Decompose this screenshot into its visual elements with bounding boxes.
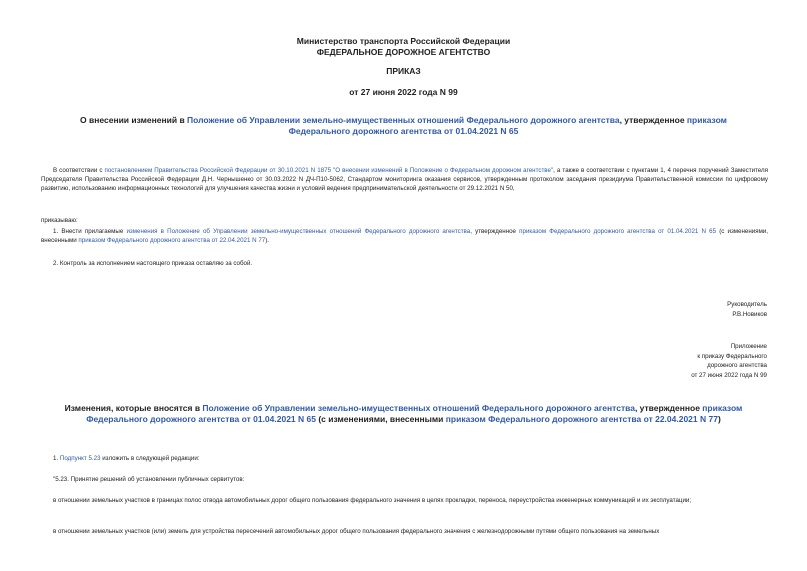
document-title (60, 115, 747, 137)
order-item-1 (41, 227, 768, 245)
item1-text: 1. Внести прилагаемые (53, 228, 127, 235)
changes-title-text-3: (с изменениями, внесенными (315, 414, 446, 424)
item1-link-changes[interactable]: изменения в Положение об Управлении земельно-имущественных отношений Федерального дорожного агентства (126, 228, 471, 235)
document-date: от 27 июня 2022 года N 99 (349, 87, 458, 97)
changes-title-text-4: ) (717, 414, 721, 424)
preamble (41, 166, 768, 193)
appendix-line-4: от 27 июня 2022 года N 99 (691, 371, 767, 379)
item1-text-2: , утвержденное (470, 228, 520, 235)
agency-name: ФЕДЕРАЛЬНОЕ ДОРОЖНОЕ АГЕНТСТВО (316, 47, 491, 57)
document-type: ПРИКАЗ (386, 66, 421, 76)
order-item-2: 2. Контроль за исполнением настоящего приказа оставляю за собой. (53, 260, 253, 267)
ministry-name: Министерство транспорта Российской Федерации (296, 36, 511, 46)
signature-name: Р.В.Новиков (732, 310, 767, 318)
appendix-line-1: Приложение (730, 343, 767, 350)
item1-text-3: (с изменениями, внесенными (41, 228, 768, 244)
appendix-block (691, 342, 767, 380)
item1-link-order-65[interactable]: приказом Федерального дорожного агентства от 01.04.2021 N 65 (519, 228, 717, 235)
changes-title-link-regulation[interactable]: Положение об Управлении земельно-имущественных отношений Федерального дорожного агентства (202, 403, 635, 413)
document-header (0, 36, 807, 58)
preamble-text: В соответствии с (53, 167, 105, 174)
preamble-text-2: , а также в соответствии с пунктами 1, 4 перечня поручений Заместителя Председателя Правительства Российской Федерации Д.Н. Чернышенко от 30.03.2022 N ДЧ-П10-5062, Стандартом мониторинга оказания сервисов, утвержденным протоколом заседания президиума Правительственной комиссии по цифровому развитию, использованию информационных технологий для улучшения качества жизни и условий ведения предпринимательской деятельности от 29.12.2021 N 50, (41, 167, 769, 192)
changes-title-link-order-65[interactable]: приказом Федерального дорожного агентства от 01.04.2021 N 65 (86, 403, 743, 424)
change-item-1 (53, 454, 200, 463)
item1-text-4: ). (265, 237, 269, 244)
signature-role: Руководитель (727, 301, 767, 308)
changes-title-text-2: , утвержденное (634, 403, 703, 413)
signature-block (727, 300, 767, 319)
change1-link-subpoint[interactable]: Подпункт 5.23 (59, 455, 101, 462)
change1-text-2: изложить в следующей редакции: (100, 455, 200, 462)
item1-link-order-77[interactable]: приказом Федерального дорожного агентства от 22.04.2021 N 77 (78, 237, 266, 244)
changes-title-text: Изменения, которые вносятся в (64, 403, 203, 413)
title-link-regulation[interactable]: Положение об Управлении земельно-имущественных отношений Федерального дорожного агентства (187, 115, 620, 125)
subpoint-523: "5.23. Принятие решений об установлении публичных сервитутов: (53, 476, 245, 483)
title-link-order[interactable]: приказом Федерального дорожного агентства от 01.04.2021 N 65 (288, 115, 727, 136)
title-text-2: , утвержденное (619, 115, 687, 125)
preamble-link-decree[interactable]: постановлением Правительства Российской Федерации от 30.10.2021 N 1875 "О внесении изменений в Положение о Федеральном дорожном агентстве" (104, 167, 554, 174)
prikazyvayu: приказываю: (41, 217, 78, 224)
appendix-line-3: дорожного агентства (707, 362, 767, 369)
appendix-line-2: к приказу Федерального (697, 352, 767, 360)
title-text: О внесении изменений в (80, 115, 188, 125)
changes-title-link-order-77[interactable]: приказом Федерального дорожного агентства от 22.04.2021 N 77 (445, 414, 718, 424)
change1-text: 1. (53, 455, 60, 462)
bullet-2: в отношении земельных участков (или) земель для устройства пересечений автомобильных дорог общего пользования федерального значения с железнодорожными путями общего пользования на земельных (53, 528, 660, 535)
bullet-1: в отношении земельных участков в границах полос отвода автомобильных дорог общего пользования федерального значения в целях прокладки, переноса, переустройства инженерных коммуникаций и их эксплуатации; (53, 497, 692, 504)
changes-title (45, 403, 762, 425)
